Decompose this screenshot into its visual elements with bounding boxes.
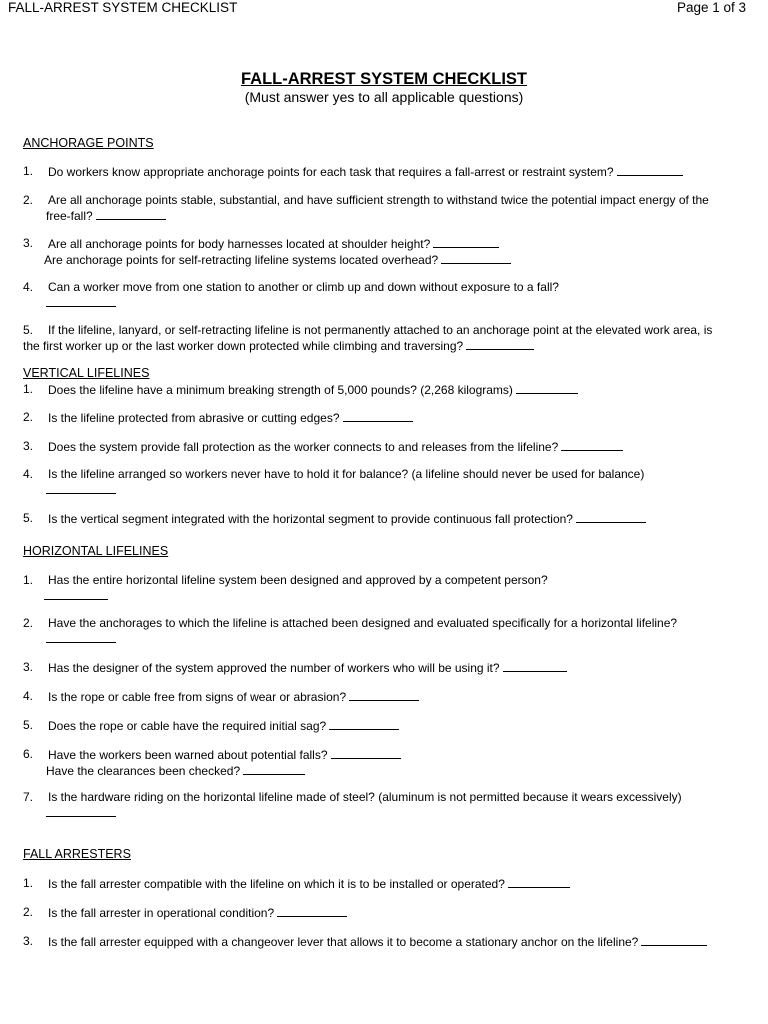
answer-blank[interactable] (349, 689, 419, 701)
answer-blank[interactable] (441, 252, 511, 264)
page-number: Page 1 of 3 (676, 0, 746, 15)
question-text: Does the system provide fall protection as the worker connects to and releases from the lifeline? (48, 440, 559, 454)
answer-blank[interactable] (331, 747, 401, 759)
question-horizontal-1 (23, 573, 748, 604)
answer-blank[interactable] (516, 382, 578, 394)
question-text: Have the anchorages to which the lifeline is attached been designed and evaluated specifically for a horizontal lifeline? (48, 616, 678, 630)
question-anchorage-2 (23, 193, 748, 224)
answer-blank[interactable] (44, 588, 108, 600)
question-vertical-3 (23, 439, 748, 455)
answer-blank[interactable] (277, 905, 347, 917)
answer-blank[interactable] (46, 631, 116, 643)
answer-blank[interactable] (466, 338, 534, 350)
question-number: 2. (23, 410, 34, 424)
section-heading-anchorage: ANCHORAGE POINTS (23, 136, 154, 150)
answer-blank[interactable] (243, 763, 305, 775)
question-text: Are all anchorage points for body harnesses located at shoulder height? (48, 237, 431, 251)
question-text: Is the fall arrester equipped with a changeover lever that allows it to become a stationary anchor on the lifeline? (48, 935, 639, 949)
question-number: 1. (23, 382, 34, 396)
question-text: Is the vertical segment integrated with the horizontal segment to provide continuous fall protection? (48, 512, 573, 526)
answer-blank[interactable] (46, 295, 116, 307)
question-text: Is the lifeline protected from abrasive or cutting edges? (48, 411, 340, 425)
question-text-continued: the first worker up or the last worker down protected while climbing and traversing? (23, 339, 464, 353)
page-header (0, 0, 768, 18)
question-number: 4. (23, 467, 34, 481)
question-number: 3. (23, 660, 34, 674)
question-horizontal-5 (23, 718, 748, 734)
question-text: Are all anchorage points stable, substantial, and have sufficient strength to withstand twice the potential impact energy of the (48, 193, 709, 207)
question-vertical-5 (23, 511, 748, 527)
question-anchorage-5 (23, 323, 748, 354)
section-heading-horizontal: HORIZONTAL LIFELINES (23, 544, 169, 558)
question-number: 4. (23, 280, 34, 294)
question-number: 2. (23, 616, 34, 630)
question-number: 1. (23, 573, 34, 587)
question-vertical-4 (23, 467, 748, 498)
question-number: 6. (23, 747, 34, 761)
answer-blank[interactable] (329, 718, 399, 730)
page-subtitle: (Must answer yes to all applicable questions) (244, 89, 524, 105)
section-heading-arresters: FALL ARRESTERS (23, 847, 131, 861)
question-anchorage-4 (23, 280, 748, 311)
question-subtext: Are anchorage points for self-retracting lifeline systems located overhead? (44, 253, 439, 267)
question-horizontal-3 (23, 660, 748, 676)
question-number: 1. (23, 164, 34, 178)
question-text: Do workers know appropriate anchorage points for each task that requires a fall-arrest or restraint system? (48, 165, 614, 179)
question-anchorage-3 (23, 236, 748, 268)
question-vertical-1 (23, 382, 748, 398)
question-text: Is the fall arrester compatible with the lifeline on which it is to be installed or operated? (48, 877, 505, 891)
question-text: Have the workers been warned about potential falls? (48, 748, 328, 762)
question-arresters-1 (23, 876, 748, 892)
answer-blank[interactable] (508, 876, 570, 888)
question-number: 2. (23, 193, 34, 207)
question-number: 5. (23, 323, 34, 337)
question-text: Has the designer of the system approved the number of workers who will be using it? (48, 661, 500, 675)
question-number: 7. (23, 790, 34, 804)
question-text: If the lifeline, lanyard, or self-retracting lifeline is not permanently attached to an anchorage point at the elevated work area, is (48, 323, 713, 337)
question-number: 3. (23, 934, 34, 948)
question-text: Can a worker move from one station to another or climb up and down without exposure to a fall? (48, 280, 559, 294)
question-text: Does the lifeline have a minimum breaking strength of 5,000 pounds? (2,268 kilograms) (48, 383, 513, 397)
question-text-continued: free-fall? (46, 209, 93, 223)
question-vertical-2 (23, 410, 748, 426)
question-horizontal-2 (23, 616, 748, 647)
answer-blank[interactable] (503, 660, 567, 672)
answer-blank[interactable] (433, 236, 499, 248)
question-text: Is the fall arrester in operational condition? (48, 906, 275, 920)
answer-blank[interactable] (561, 439, 623, 451)
answer-blank[interactable] (576, 511, 646, 523)
question-text: Does the rope or cable have the required initial sag? (48, 719, 327, 733)
question-number: 3. (23, 236, 34, 250)
page-title: FALL-ARREST SYSTEM CHECKLIST (240, 70, 527, 88)
answer-blank[interactable] (343, 410, 413, 422)
title-block (0, 70, 768, 106)
question-text: Has the entire horizontal lifeline system been designed and approved by a competent person? (48, 573, 548, 587)
answer-blank[interactable] (617, 164, 683, 176)
section-heading-vertical: VERTICAL LIFELINES (23, 366, 150, 380)
answer-blank[interactable] (46, 482, 116, 494)
header-doc-title: FALL-ARREST SYSTEM CHECKLIST (8, 0, 238, 15)
question-text: Is the hardware riding on the horizontal lifeline made of steel? (aluminum is not permitted because it wears excessively) (48, 790, 682, 804)
answer-blank[interactable] (96, 208, 166, 220)
question-arresters-3 (23, 934, 748, 950)
question-number: 1. (23, 876, 34, 890)
question-anchorage-1 (23, 164, 748, 180)
question-number: 2. (23, 905, 34, 919)
answer-blank[interactable] (46, 805, 116, 817)
question-subtext: Have the clearances been checked? (46, 764, 241, 778)
question-horizontal-6 (23, 747, 748, 779)
question-text: Is the rope or cable free from signs of wear or abrasion? (48, 690, 347, 704)
question-number: 5. (23, 718, 34, 732)
answer-blank[interactable] (641, 934, 707, 946)
question-text: Is the lifeline arranged so workers never have to hold it for balance? (a lifeline should never be used for balance) (48, 467, 645, 481)
question-number: 4. (23, 689, 34, 703)
question-horizontal-4 (23, 689, 748, 705)
question-number: 3. (23, 439, 34, 453)
question-arresters-2 (23, 905, 748, 921)
question-horizontal-7 (23, 790, 748, 821)
question-number: 5. (23, 511, 34, 525)
